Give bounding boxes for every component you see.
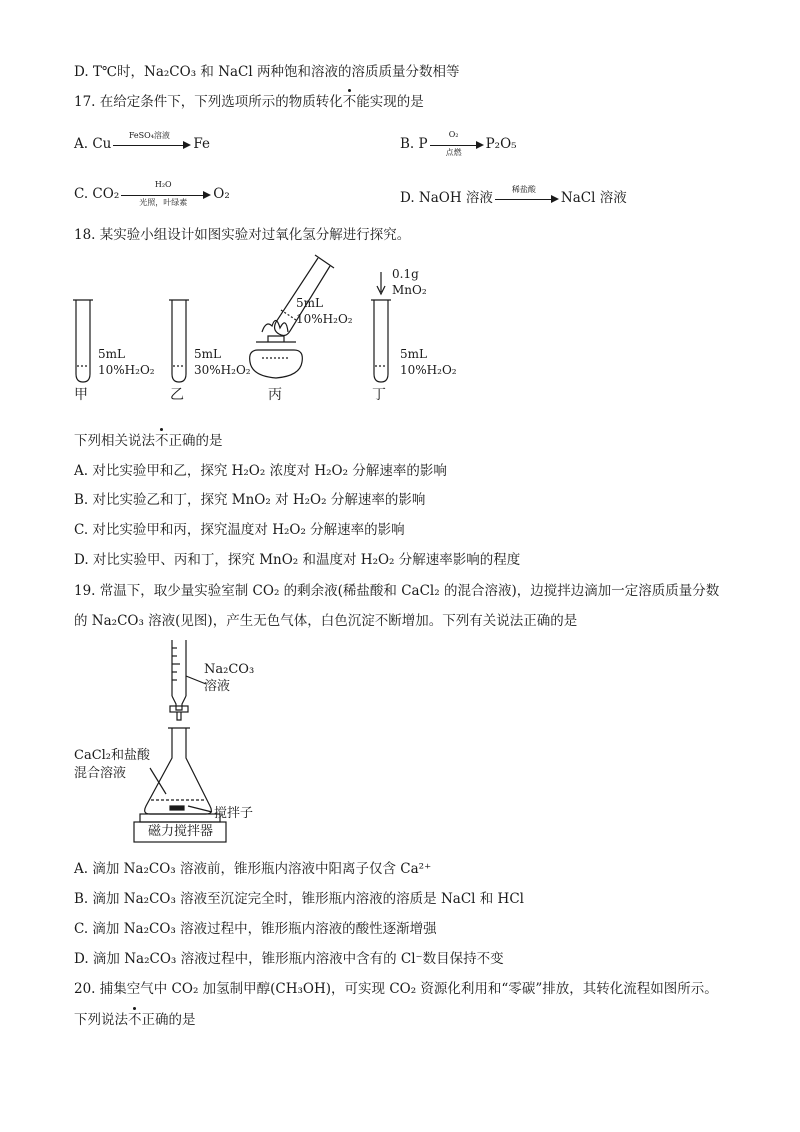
q20-stem-line-2 [74, 1011, 196, 1029]
q20-stem-part-a: 下列说法 [74, 1012, 128, 1028]
tube-bing-concentration: 10%H₂O₂ [296, 312, 353, 326]
burette-reagent-formula: Na₂CO₃ [204, 662, 255, 677]
q20-stem-emphasis: 不 [128, 1012, 142, 1028]
tube-jia-volume: 5mL [98, 347, 125, 361]
tube-yi-concentration: 30%H₂O₂ [194, 363, 251, 377]
tube-yi-volume: 5mL [194, 347, 221, 361]
q17-b-product: P₂O₅ [485, 136, 517, 152]
q19-option-d: D. 滴加 Na₂CO₃ 溶液过程中，锥形瓶内溶液中含有的 Cl⁻数目保持不变 [74, 951, 504, 967]
q17-c-reactant: C. CO₂ [74, 186, 120, 202]
q17-option-a [74, 130, 210, 152]
q20-stem-part-b: 正确的是 [141, 1012, 196, 1028]
q17-a-condition-above: FeSO₄溶液 [128, 130, 170, 140]
q19-apparatus-figure [0, 630, 800, 840]
q18-option-c: C. 对比实验甲和丙，探究温度对 H₂O₂ 分解速率的影响 [74, 522, 405, 538]
q18-option-a: A. 对比实验甲和乙，探究 H₂O₂ 浓度对 H₂O₂ 分解速率的影响 [74, 463, 447, 479]
q17-stem [74, 93, 424, 111]
burette-reagent-label: 溶液 [204, 679, 231, 694]
tube-ding-catalyst: MnO₂ [392, 283, 427, 297]
q19-stem-line-2: 的 Na₂CO₃ 溶液(见图)，产生无色气体，白色沉淀不断增加。下列有关说法正确的是 [74, 613, 578, 629]
stir-bar-label: 搅拌子 [214, 806, 254, 821]
q17-d-condition-above: 稀盐酸 [511, 184, 536, 194]
tube-bing-label: 丙 [268, 387, 282, 403]
q17-b-condition-below: 点燃 [445, 147, 462, 157]
q20-stem-line-1: 20. 捕集空气中 CO₂ 加氢制甲醇(CH₃OH)，可实现 CO₂ 资源化利用和“零碳”排放，其转化流程如图所示。 [74, 981, 718, 997]
q17-b-reactant: B. P [400, 136, 428, 152]
q19-option-c: C. 滴加 Na₂CO₃ 溶液过程中，锥形瓶内溶液的酸性逐渐增强 [74, 921, 437, 937]
burette [170, 640, 206, 720]
q17-a-product: Fe [193, 136, 210, 152]
tube-yi [169, 300, 189, 382]
q17-d-reactant: D. NaOH 溶液 [400, 190, 493, 206]
q17-option-b [400, 129, 517, 157]
magnetic-stirrer-label: 磁力搅拌器 [148, 824, 214, 839]
tube-ding-catalyst-mass: 0.1g [392, 267, 419, 281]
erlenmeyer-flask [145, 728, 212, 814]
tube-ding [371, 272, 391, 382]
q18-option-b: B. 对比实验乙和丁，探究 MnO₂ 对 H₂O₂ 分解速率的影响 [74, 492, 426, 508]
tube-jia [73, 300, 93, 382]
q17-a-reactant: A. Cu [74, 136, 112, 152]
q18-option-d: D. 对比实验甲、丙和丁，探究 MnO₂ 和温度对 H₂O₂ 分解速率影响的程度 [74, 552, 521, 568]
q17-d-product: NaCl 溶液 [560, 190, 627, 206]
q18-ask [74, 432, 223, 450]
tube-ding-concentration: 10%H₂O₂ [400, 363, 457, 377]
flask-content-label: 混合溶液 [74, 766, 127, 781]
q17-d-arrow [495, 184, 559, 206]
q17-a-arrow [113, 130, 191, 152]
q19-stem-line-1: 19. 常温下，取少量实验室制 CO₂ 的剩余液(稀盐酸和 CaCl₂ 的混合溶液)，边搅拌边滴加一定溶质质量分数 [74, 583, 720, 599]
q17-c-condition-above: H₂O [154, 179, 172, 189]
q16-option-d: D. T℃时，Na₂CO₃ 和 NaCl 两种饱和溶液的溶质质量分数相等 [74, 64, 460, 80]
tube-ding-label: 丁 [372, 387, 386, 403]
q17-stem-part-b: 能实现的是 [356, 94, 424, 110]
flask-content-formula: CaCl₂和盐酸 [74, 748, 151, 763]
q19-option-a: A. 滴加 Na₂CO₃ 溶液前，锥形瓶内溶液中阳离子仅含 Ca²⁺ [74, 861, 432, 877]
tube-yi-label: 乙 [170, 387, 184, 403]
q18-ask-emphasis: 不 [155, 433, 169, 449]
q17-c-condition-below: 光照，叶绿素 [139, 197, 188, 207]
q19-option-b: B. 滴加 Na₂CO₃ 溶液至沉淀完全时，锥形瓶内溶液的溶质是 NaCl 和 HCl [74, 891, 524, 907]
q17-option-c [74, 179, 230, 207]
q17-stem-part-a: 17. 在给定条件下，下列选项所示的物质转化 [74, 94, 343, 110]
tube-jia-concentration: 10%H₂O₂ [98, 363, 155, 377]
q17-b-condition-above: O₂ [448, 129, 459, 139]
q17-b-arrow [430, 129, 484, 157]
tube-bing-volume: 5mL [296, 296, 323, 310]
q18-ask-part-a: 下列相关说法 [74, 433, 155, 449]
q17-stem-emphasis: 不 [342, 94, 357, 110]
tube-jia-label: 甲 [74, 387, 88, 403]
q18-stem: 18. 某实验小组设计如图实验对过氧化氢分解进行探究。 [74, 227, 411, 243]
q17-c-product: O₂ [213, 186, 230, 202]
q18-ask-part-b: 正确的是 [168, 433, 223, 449]
q17-option-d [400, 186, 627, 206]
tube-ding-volume: 5mL [400, 347, 427, 361]
q17-c-arrow [121, 179, 211, 207]
